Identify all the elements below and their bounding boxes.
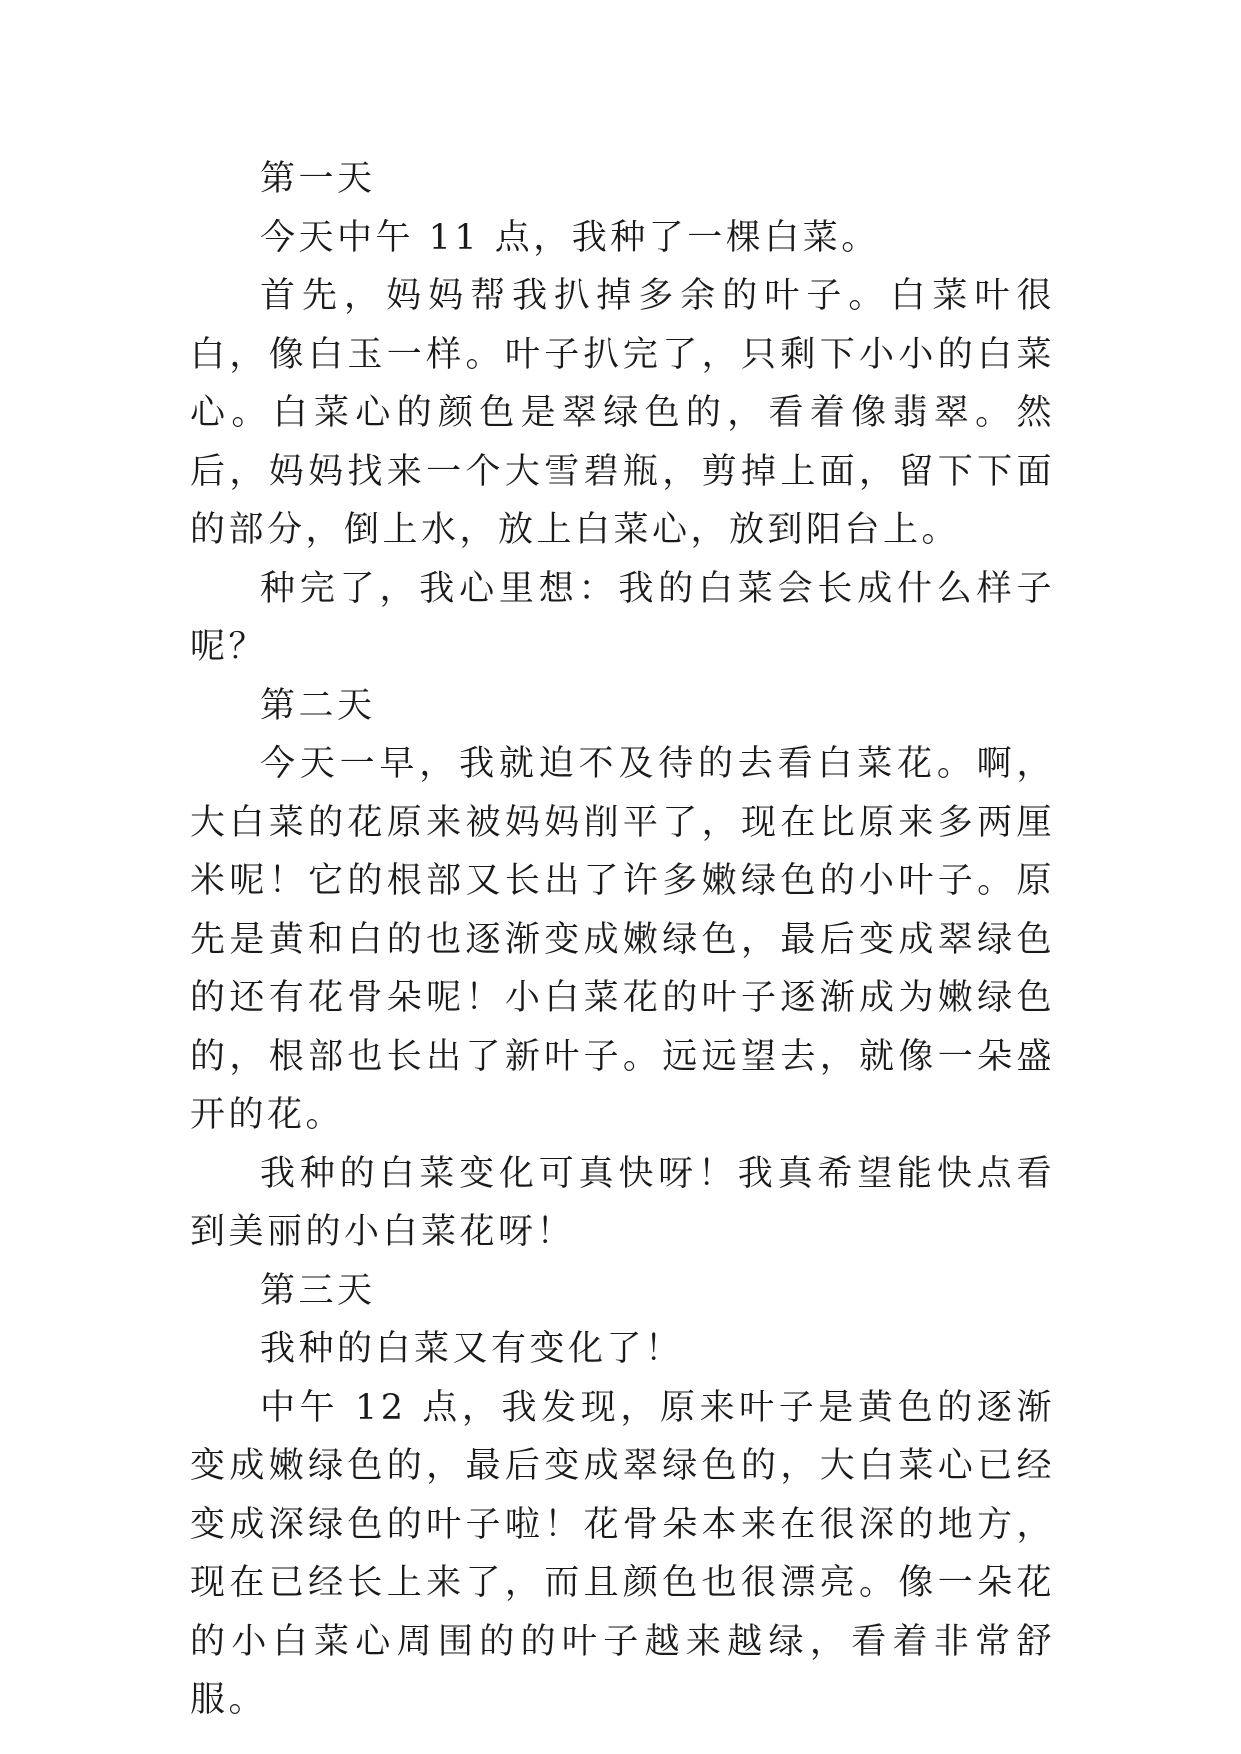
paragraph: 中午 12 点，我发现，原来叶子是黄色的逐渐变成嫩绿色的，最后变成翠绿色的，大白菜心已经变成深绿色的叶子啦！花骨朵本来在很深的地方，现在已经长上来了，而且颜色也很漂亮。像一朵花的小白菜心周围的的叶子越来越绿，看着非常舒服。 (190, 1387, 1055, 1720)
paragraph: 今天中午 11 点，我种了一棵白菜。 (260, 217, 880, 258)
day-heading: 第三天 (260, 1270, 376, 1311)
paragraph: 我种的白菜变化可真快呀！我真希望能快点看到美丽的小白菜花呀！ (190, 1153, 1055, 1252)
document-body (190, 150, 1055, 1730)
paragraph: 今天一早，我就迫不及待的去看白菜花。啊，大白菜的花原来被妈妈削平了，现在比原来多两厘米呢！它的根部又长出了许多嫩绿色的小叶子。原先是黄和白的也逐渐变成嫩绿色，最后变成翠绿色的还有花骨朵呢！小白菜花的叶子逐渐成为嫩绿色的，根部也长出了新叶子。远远望去，就像一朵盛开的花。 (190, 744, 1055, 1135)
day-heading: 第二天 (260, 685, 376, 726)
paragraph: 我种的白菜又有变化了！ (260, 1329, 684, 1369)
paragraph: 首先，妈妈帮我扒掉多余的叶子。白菜叶很白，像白玉一样。叶子扒完了，只剩下小小的白菜心。白菜心的颜色是翠绿色的，看着像翡翠。然后，妈妈找来一个大雪碧瓶，剪掉上面，留下下面的部分，倒上水，放上白菜心，放到阳台上。 (190, 276, 1055, 550)
paragraph: 种完了，我心里想：我的白菜会长成什么样子呢？ (190, 568, 1055, 667)
day-heading: 第一天 (260, 159, 376, 199)
